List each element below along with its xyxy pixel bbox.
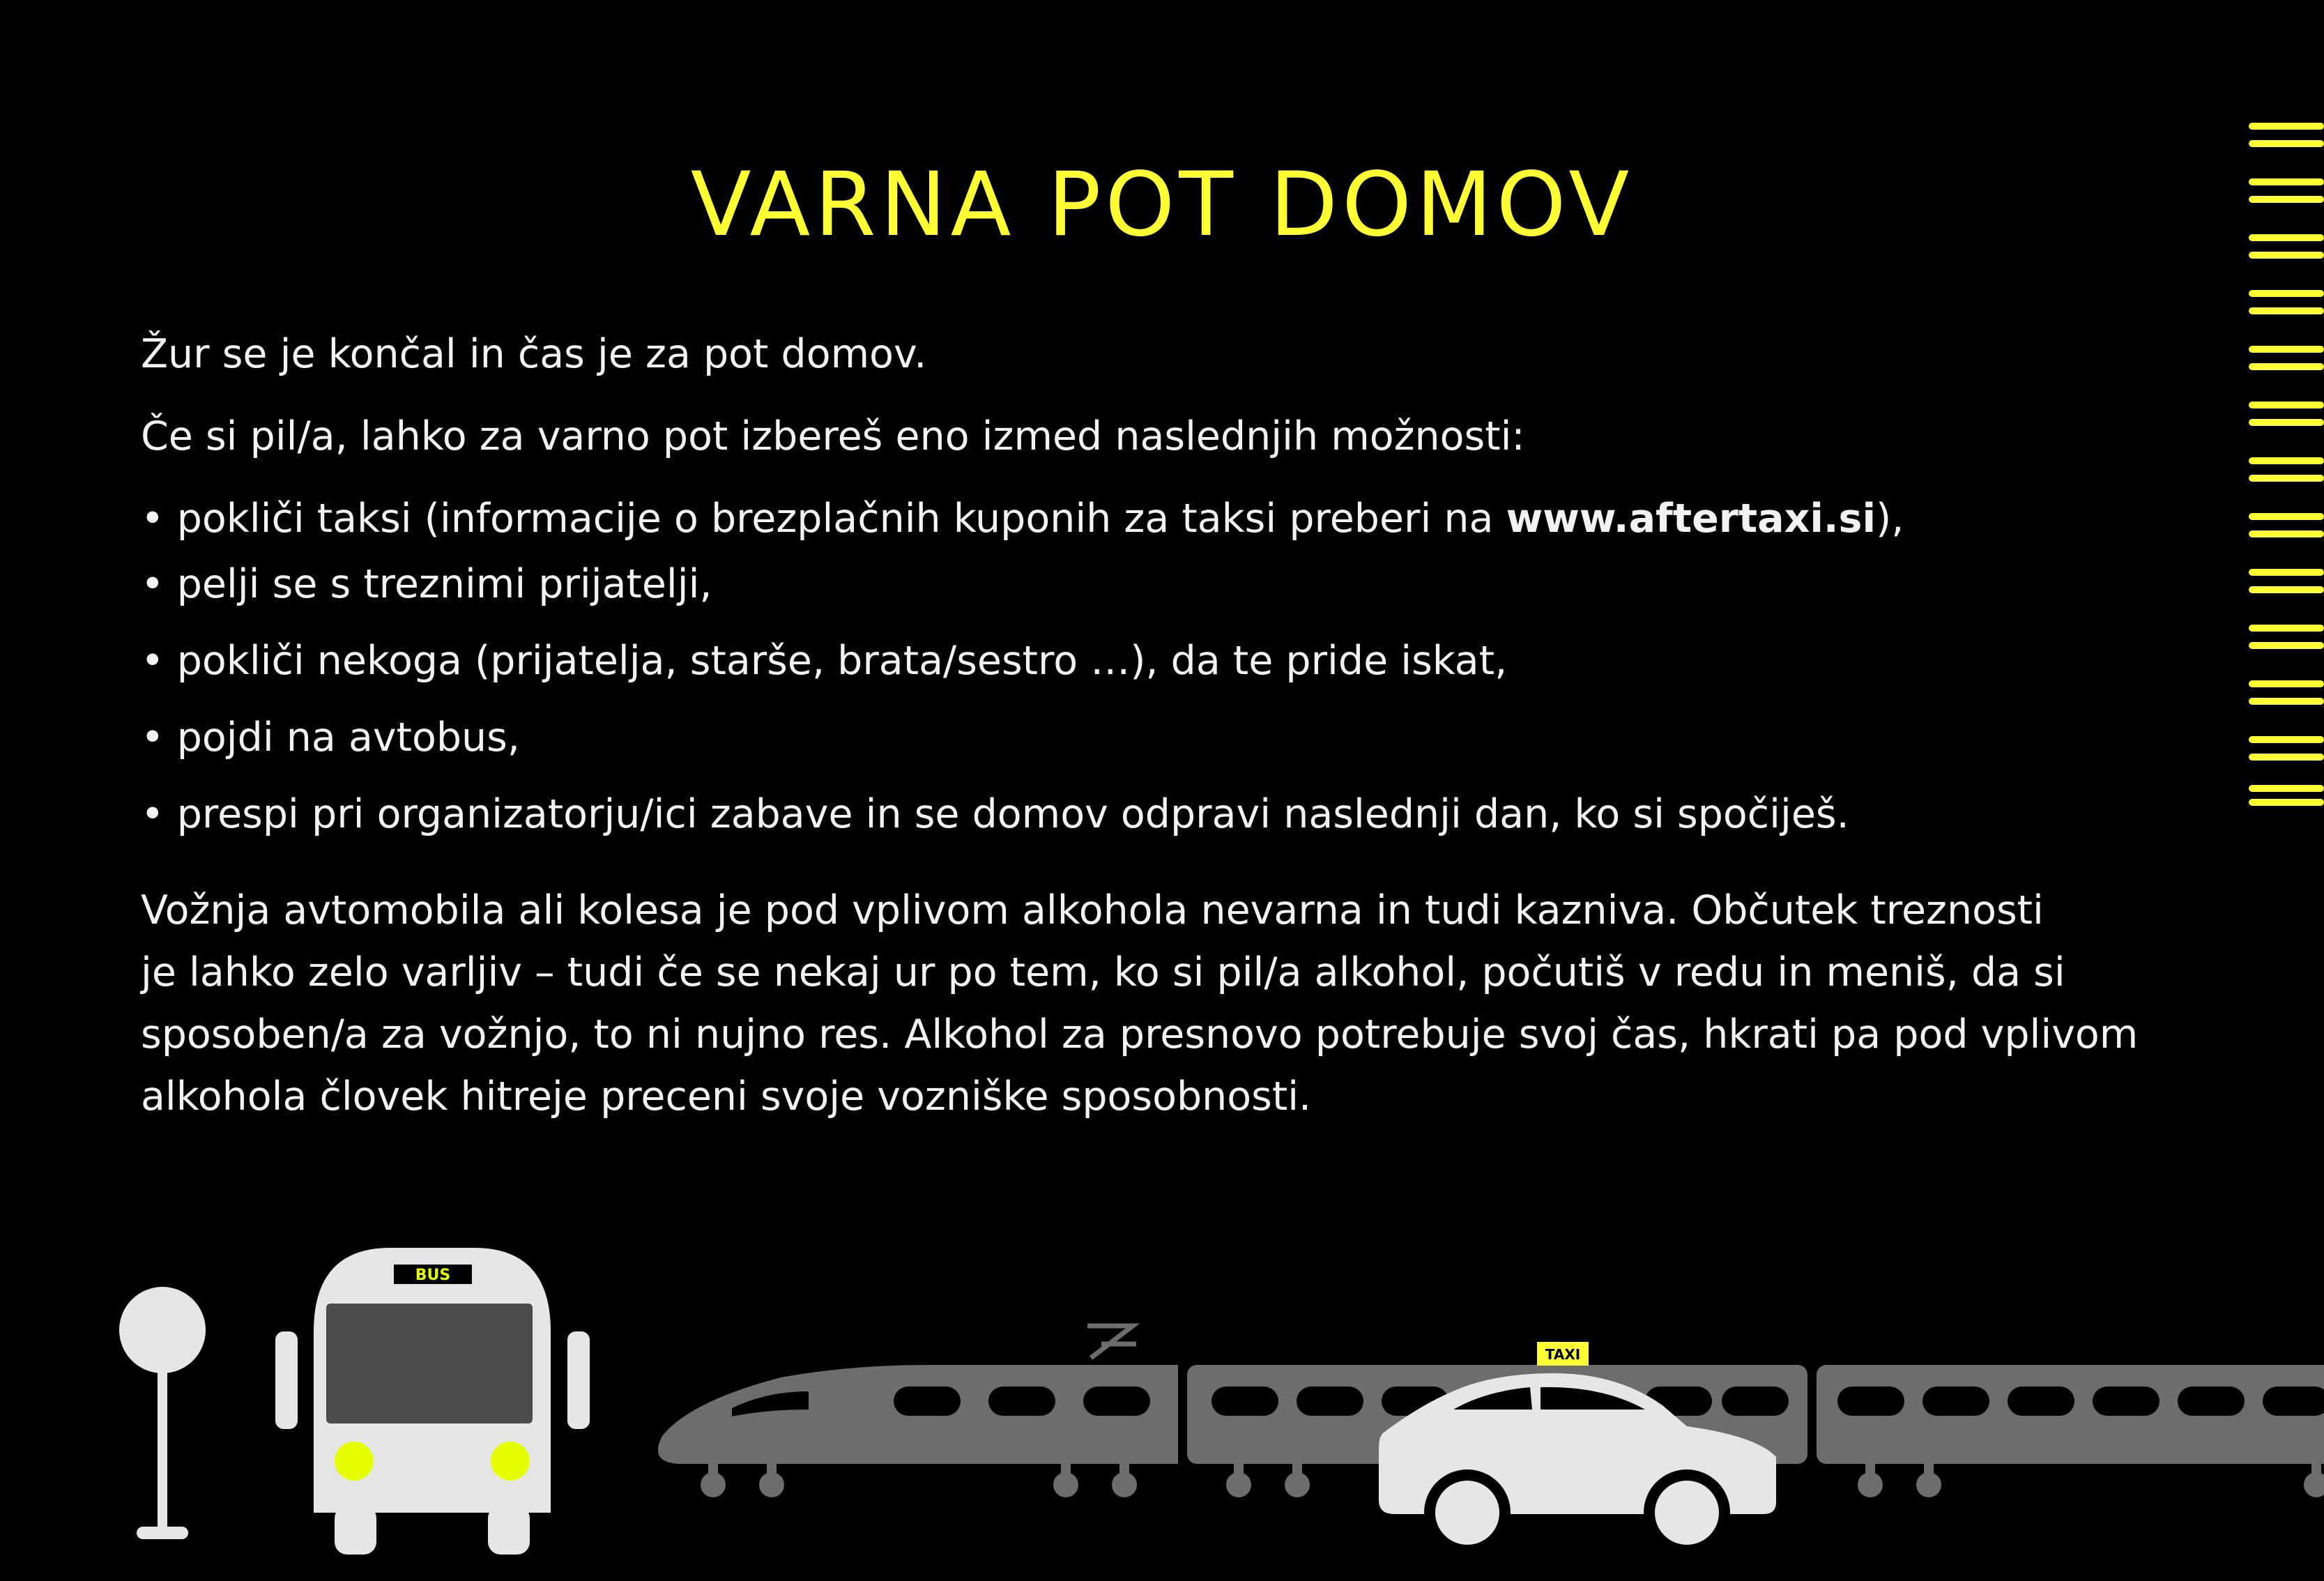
bus-sign-label: BUS <box>415 1267 451 1284</box>
bullet-marker: • <box>141 791 165 837</box>
bullet-text: prespi pri organizatorju/ici zabave in se domov odpravi naslednji dan, ko si spočiješ. <box>176 791 1849 837</box>
intro-line-1: Žur se je končal in čas je za pot domov. <box>141 331 927 377</box>
bullet-item-sleep-over <box>141 788 2204 841</box>
bullet-text: pojdi na avtobus, <box>176 715 520 761</box>
bullet-text-end: ), <box>1876 496 1904 542</box>
bullet-marker: • <box>141 561 165 607</box>
main-text <box>141 328 2204 1128</box>
bullet-text: pelji se s treznimi prijatelji, <box>176 561 712 607</box>
warning-paragraph <box>141 880 2204 1128</box>
page-title: VARNA POT DOMOV <box>690 153 1634 256</box>
bullet-item-taxi <box>141 492 2204 545</box>
warning-line-1: Vožnja avtomobila ali kolesa je pod vplivom alkohola nevarna in tudi kazniva. Občutek treznosti <box>141 887 2044 933</box>
intro-line-2: Če si pil/a, lahko za varno pot izbereš eno izmed naslednjih možnosti: <box>141 413 1525 459</box>
warning-line-3: sposoben/a za vožnjo, to ni nujno res. Alkohol za presnovo potrebuje svoj čas, hkrati pa pod vplivom <box>141 1011 2139 1057</box>
warning-line-4: alkohola človek hitreje preceni svoje vozniške sposobnosti. <box>141 1074 1312 1120</box>
bullet-marker: • <box>141 715 165 761</box>
bullet-marker: • <box>141 638 165 684</box>
bullet-item-call-someone <box>141 634 2204 687</box>
bus-icon <box>275 1248 590 1555</box>
bullet-text: pokliči nekoga (prijatelja, starše, brata/sestro …), da te pride iskat, <box>176 638 1508 684</box>
warning-line-2: je lahko zelo varljiv – tudi če se nekaj ur po tem, ko si pil/a alkohol, počutiš v redu in meniš, da si <box>141 949 2065 995</box>
aftertaxi-link[interactable]: www.aftertaxi.si <box>1506 496 1876 542</box>
stripes-decoration <box>2249 123 2324 806</box>
taxi-sign-label: TAXI <box>1545 1346 1581 1363</box>
bullet-marker: • <box>141 496 165 542</box>
bus-stop-icon <box>119 1287 206 1539</box>
bullet-item-bus <box>141 711 2204 764</box>
bullet-item-friends <box>141 558 2204 611</box>
transport-illustration <box>0 1227 2324 1581</box>
bullet-text: pokliči taksi (informacije o brezplačnih kuponih za taksi preberi na <box>176 496 1494 542</box>
